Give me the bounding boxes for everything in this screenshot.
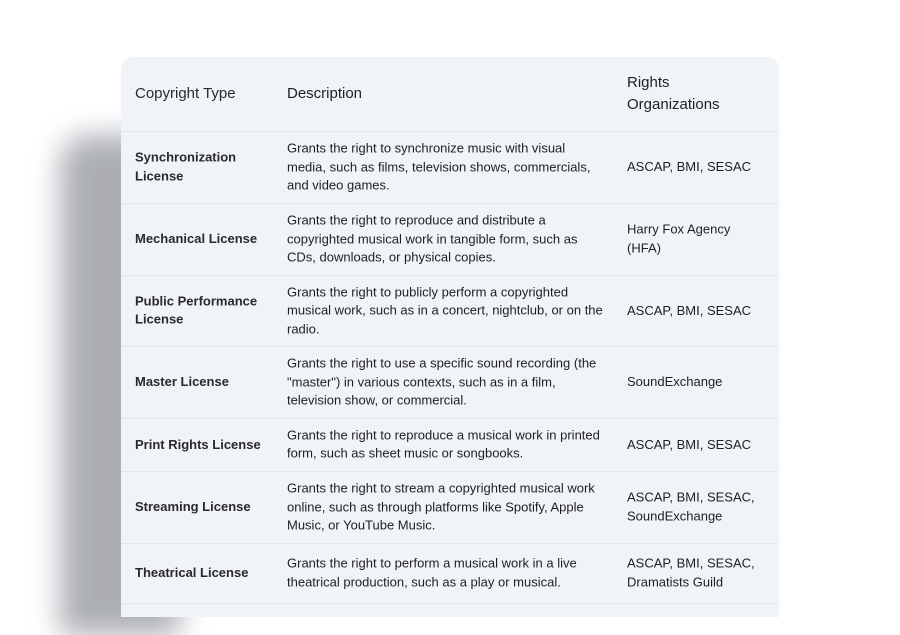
header-copyright-type: Copyright Type	[135, 85, 236, 102]
rights-organizations-cell: SoundExchange	[627, 373, 723, 389]
rights-organizations-cell: ASCAP, BMI, SESAC, Dramatists Guild	[627, 555, 755, 589]
description-cell: Grants the right to stream a copyrighted musical work online, such as through platforms like Spotify, Apple Music, or YouTube Music.	[287, 480, 595, 533]
description-cell: Grants the right to reproduce a musical work in printed form, such as sheet music or songbooks.	[287, 427, 600, 461]
header-rights-organizations: Rights Organizations	[627, 74, 720, 113]
header-description: Description	[287, 85, 363, 102]
description-cell: Grants the right to perform a musical work in a live theatrical production, such as a play or musical.	[287, 555, 577, 589]
copyright-type-cell: Master License	[135, 373, 229, 389]
rights-organizations-cell: Harry Fox Agency (HFA)	[627, 221, 731, 255]
copyright-type-cell: Synchronization License	[135, 149, 237, 183]
copyright-table	[121, 57, 779, 617]
copyright-type-cell: Public Performance License	[135, 293, 258, 327]
table-row	[121, 203, 779, 276]
description-cell: Grants the right to use a specific sound recording (the "master") in various contexts, such as in a film, television show, or commercial.	[287, 355, 597, 408]
rights-organizations-cell: ASCAP, BMI, SESAC	[627, 158, 752, 174]
table-row	[121, 543, 779, 604]
table-row	[121, 275, 779, 347]
table-header	[121, 57, 779, 132]
copyright-type-cell: Mechanical License	[135, 230, 258, 246]
table-row	[121, 346, 779, 419]
copyright-type-cell: Print Rights License	[135, 436, 261, 452]
table-row	[121, 471, 779, 544]
copyright-type-cell: Theatrical License	[135, 564, 249, 580]
table-row	[121, 131, 779, 204]
description-cell: Grants the right to synchronize music with visual media, such as films, television shows, commercials, and video games.	[287, 140, 591, 193]
table-row	[121, 418, 779, 472]
description-cell: Grants the right to reproduce and distribute a copyrighted musical work in tangible form, such as CDs, downloads, or physical copies.	[287, 212, 578, 265]
rights-organizations-cell: ASCAP, BMI, SESAC	[627, 436, 752, 452]
rights-organizations-cell: ASCAP, BMI, SESAC, SoundExchange	[627, 489, 755, 523]
copyright-type-cell: Streaming License	[135, 498, 251, 514]
description-cell: Grants the right to publicly perform a copyrighted musical work, such as in a concert, nightclub, or on the radio.	[287, 283, 603, 336]
rights-organizations-cell: ASCAP, BMI, SESAC	[627, 302, 752, 318]
